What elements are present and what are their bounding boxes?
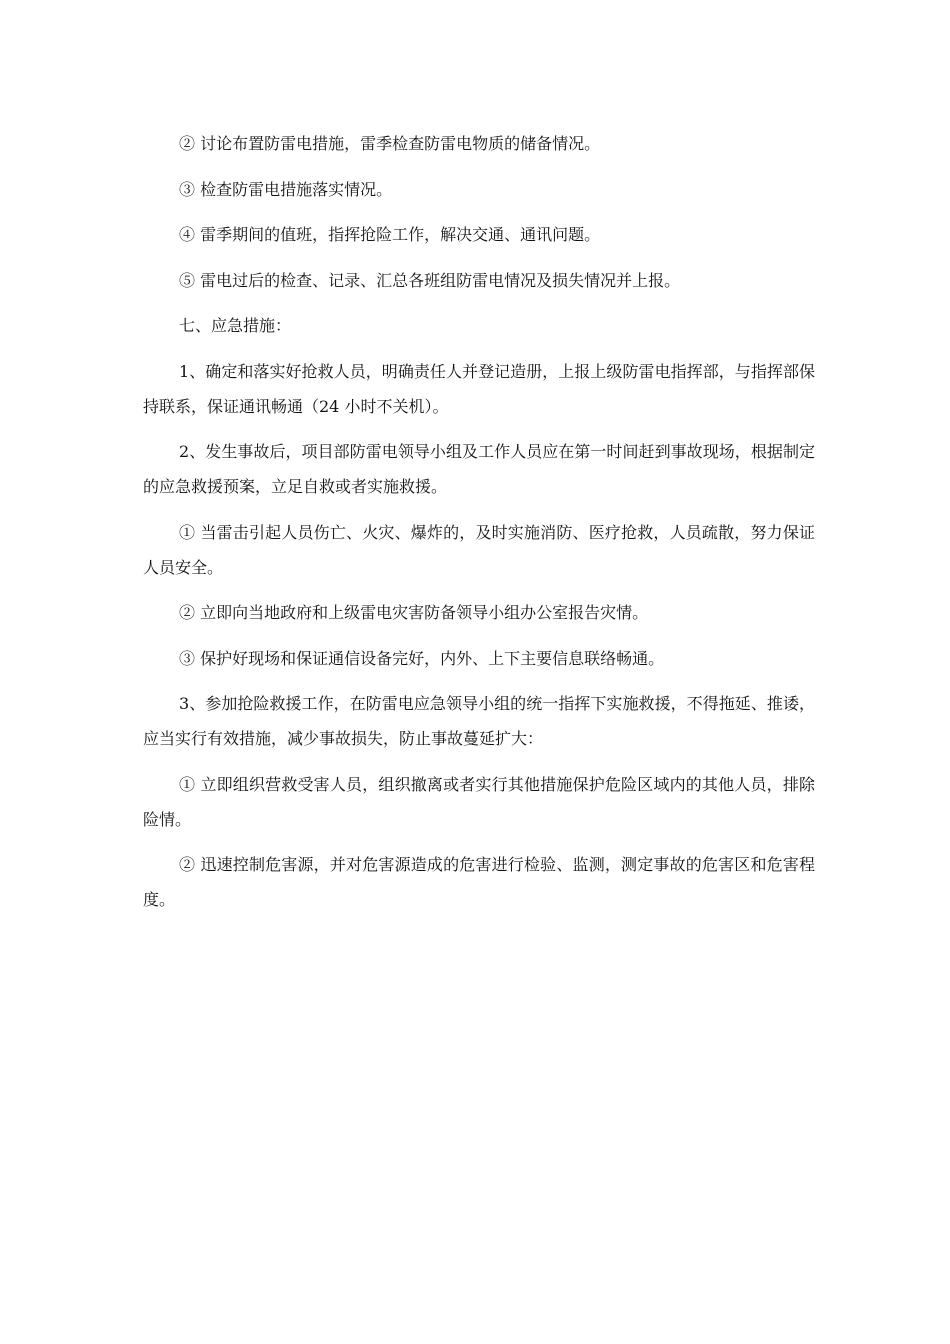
paragraph: ③ 检查防雷电措施落实情况。	[179, 179, 393, 199]
paragraph: 1、确定和落实好抢救人员，明确责任人并登记造册，上报上级防雷电指挥部，与指挥部保持联系，保证通讯畅通（24 小时不关机）。	[143, 361, 815, 416]
paragraph: ⑤ 雷电过后的检查、记录、汇总各班组防雷电情况及损失情况并上报。	[179, 270, 681, 290]
paragraph: ② 讨论布置防雷电措施，雷季检查防雷电物质的储备情况。	[179, 134, 601, 153]
paragraph: ① 立即组织营救受害人员，组织撤离或者实行其他措施保护危险区域内的其他人员，排除险情。	[143, 774, 815, 829]
paragraph: ③ 保护好现场和保证通信设备完好，内外、上下主要信息联络畅通。	[179, 648, 665, 668]
paragraph: ① 当雷击引起人员伤亡、火灾、爆炸的，及时实施消防、医疗抢救，人员疏散，努力保证人员安全。	[143, 522, 815, 577]
document-body	[143, 126, 815, 928]
paragraph: ② 立即向当地政府和上级雷电灾害防备领导小组办公室报告灾情。	[179, 603, 649, 622]
paragraph: ② 迅速控制危害源，并对危害源造成的危害进行检验、监测，测定事故的危害区和危害程度。	[143, 855, 815, 909]
paragraph: ④ 雷季期间的值班，指挥抢险工作，解决交通、通讯问题。	[179, 225, 601, 244]
section-heading: 七、应急措施：	[179, 316, 292, 335]
paragraph: 2、发生事故后，项目部防雷电领导小组及工作人员应在第一时间赶到事故现场，根据制定的应急救援预案，立足自救或者实施救援。	[143, 442, 815, 496]
paragraph: 3、参加抢险救援工作，在防雷电应急领导小组的统一指挥下实施救援，不得拖延、推诿，应当实行有效措施，减少事故损失，防止事故蔓延扩大：	[143, 694, 815, 748]
